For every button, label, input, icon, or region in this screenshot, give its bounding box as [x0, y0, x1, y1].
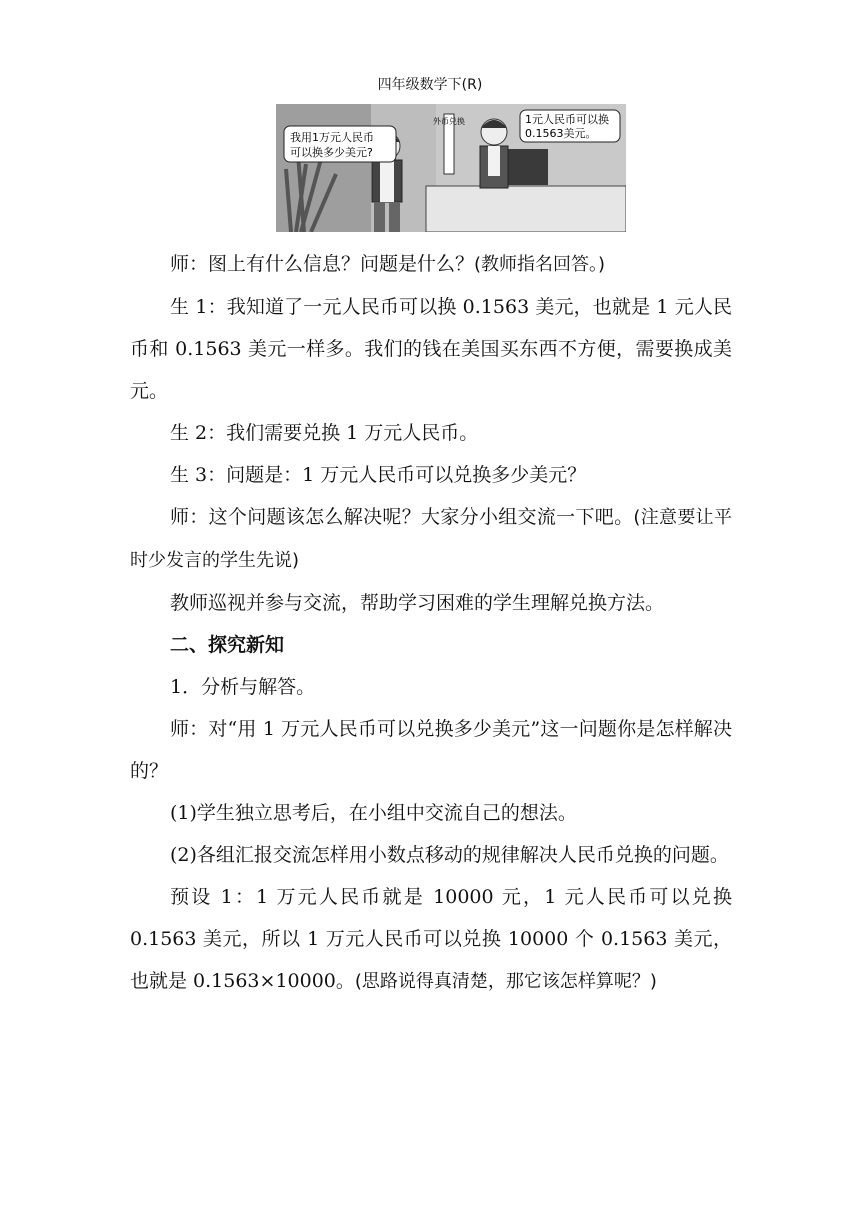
- paragraph-preset-1: 预设 1：1 万元人民币就是 10000 元，1 元人民币可以兑换 0.1563 美元，所以 1 万元人民币可以兑换 10000 个 0.1563 美元，也就是 0.1563×10000。(思路说得真清楚，那它该怎样算呢？): [130, 886, 732, 992]
- lesson-body: [130, 243, 732, 1003]
- paragraph-teacher-method: 师：对“用 1 万元人民币可以兑换多少美元”这一问题你是怎样解决的？: [130, 718, 732, 782]
- page-header: 四年级数学下(R): [377, 77, 483, 93]
- speech-bubble-left: 我用1万元人民币 可以换多少美元?: [290, 131, 374, 159]
- paragraph-step-1: (1)学生独立思考后，在小组中交流自己的想法。: [170, 802, 577, 824]
- paragraph-teacher-question: 师：图上有什么信息？问题是什么？(教师指名回答。): [170, 253, 606, 275]
- exchange-sign: 外币兑换: [433, 117, 465, 126]
- paragraph-student-2: 生 2：我们需要兑换 1 万元人民币。: [170, 422, 479, 444]
- paragraph-student-1: 生 1：我知道了一元人民币可以换 0.1563 美元，也就是 1 元人民币和 0.1563 美元一样多。我们的钱在美国买东西不方便，需要换成美元。: [130, 296, 732, 402]
- paragraph-student-3: 生 3：问题是：1 万元人民币可以兑换多少美元？: [170, 464, 587, 486]
- paragraph-subheading: 1．分析与解答。: [170, 676, 316, 698]
- textbook-illustration: [276, 104, 626, 232]
- section-heading: 二、探究新知: [170, 634, 285, 656]
- paragraph-teacher-patrol: 教师巡视并参与交流，帮助学习困难的学生理解兑换方法。: [170, 592, 665, 614]
- paragraph-step-2: (2)各组汇报交流怎样用小数点移动的规律解决人民币兑换的问题。: [170, 844, 729, 866]
- illustration-drawing: [276, 104, 626, 232]
- paragraph-teacher-group: 师：这个问题该怎么解决呢？大家分小组交流一下吧。(注意要让平时少发言的学生先说): [130, 506, 732, 571]
- speech-bubble-right: 1元人民币可以换 0.1563美元。: [525, 113, 609, 140]
